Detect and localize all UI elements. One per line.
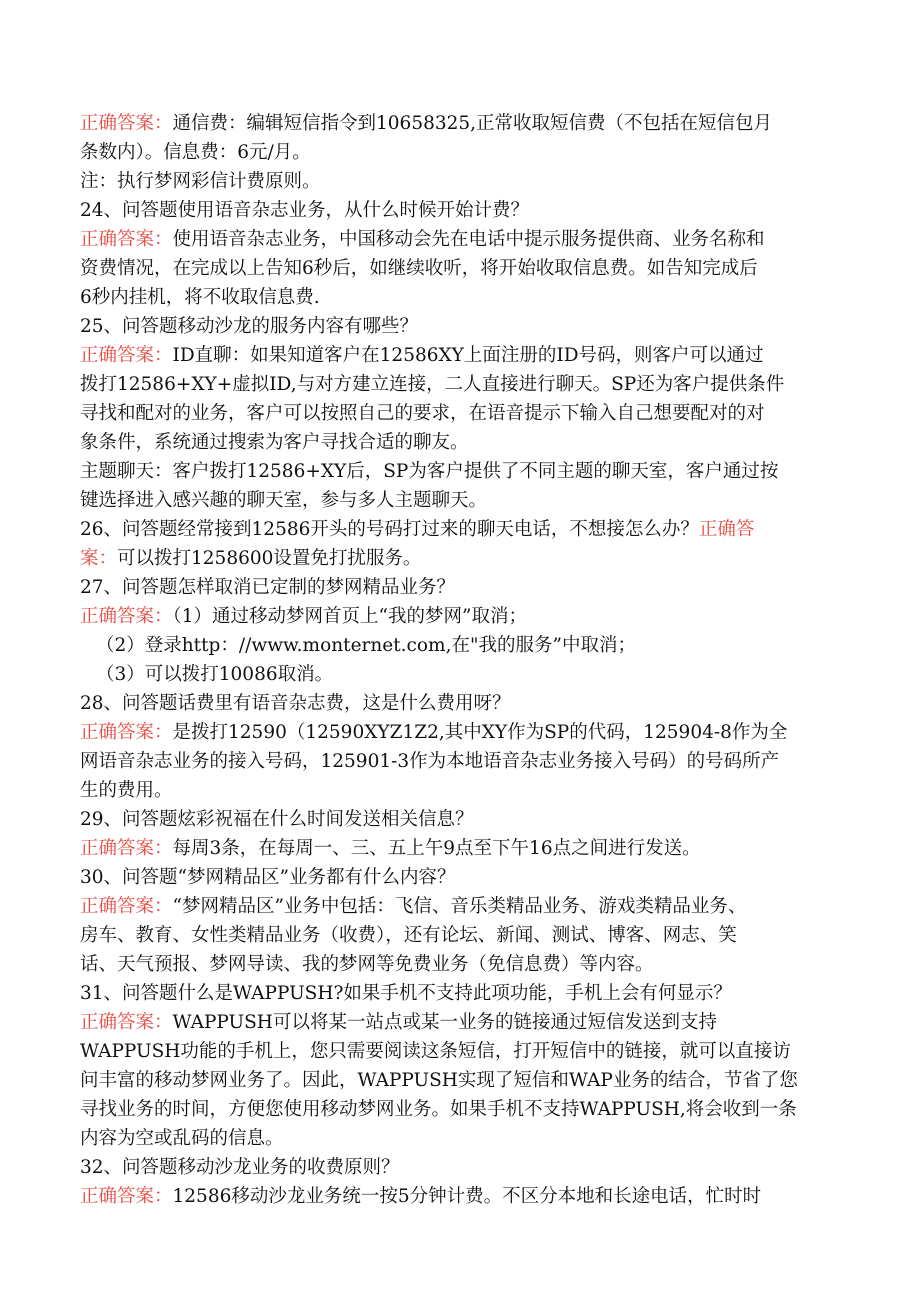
answer-text-line: 内容为空或乱码的信息。 <box>80 1128 284 1149</box>
answer-text: 使用语音杂志业务，中国移动会先在电话中提示服务提供商、业务名称和 <box>172 229 765 250</box>
answer-label: 正确答案： <box>80 838 173 859</box>
answer-line <box>80 892 848 921</box>
answer-label: 正确答案： <box>80 606 173 627</box>
answer-text-line: 象条件，系统通过搜索为客户寻找合适的聊友。 <box>80 432 469 453</box>
answer-text-line: 条数内）。信息费：6元/月。 <box>80 142 311 163</box>
answer-text-line: 生的费用。 <box>80 780 173 801</box>
answer-text-line: 问丰富的移动梦网业务了。因此，WAPPUSH实现了短信和WAP业务的结合，节省了您 <box>80 1070 798 1091</box>
answer-line <box>80 834 848 863</box>
answer-text: 通信费：编辑短信指令到10658325,正常收取短信费（不包括在短信包月 <box>172 113 773 134</box>
question-31: 31、问答题什么是WAPPUSH?如果手机不支持此项功能，手机上会有何显示？ <box>80 983 732 1004</box>
answer-label: 正确答案： <box>80 1186 173 1207</box>
answer-text-line: 拨打12586+XY+虚拟ID,与对方建立连接，二人直接进行聊天。SP还为客户提供条件 <box>80 374 785 395</box>
note-line: 注：执行梦网彩信计费原则。 <box>80 171 321 192</box>
answer-text-line: 寻找和配对的业务，客户可以按照自己的要求，在语音提示下输入自己想要配对的对 <box>80 403 765 424</box>
question-29: 29、问答题炫彩祝福在什么时间发送相关信息？ <box>80 809 474 830</box>
question-27: 27、问答题怎样取消已定制的梦网精品业务？ <box>80 577 456 598</box>
answer-text: 每周3条，在每周一、三、五上午9点至下午16点之间进行发送。 <box>172 838 701 859</box>
answer-text: 可以拨打1258600设置免打扰服务。 <box>117 548 422 569</box>
question-28: 28、问答题话费里有语音杂志费，这是什么费用呀？ <box>80 693 511 714</box>
answer-text: 12586移动沙龙业务统一按5分钟计费。不区分本地和长途电话，忙时时 <box>172 1186 762 1207</box>
answer-line <box>80 225 848 254</box>
answer-text-line: 6秒内挂机，将不收取信息费. <box>80 287 320 308</box>
answer-label-part: 正确答 <box>698 519 755 540</box>
answer-label: 正确答案： <box>80 1012 173 1033</box>
answer-text-line: （3）可以拨打10086取消。 <box>96 664 334 685</box>
question-32: 32、问答题移动沙龙业务的收费原则？ <box>80 1157 400 1178</box>
question-30: 30、问答题“梦网精品区”业务都有什么内容？ <box>80 867 456 888</box>
answer-text: WAPPUSH可以将某一站点或某一业务的链接通过短信发送到支持 <box>172 1012 717 1033</box>
question-text: 26、问答题经常接到12586开头的号码打过来的聊天电话，不想接怎么办？ <box>80 519 699 540</box>
answer-line <box>80 602 848 631</box>
answer-text-line: 主题聊天：客户拨打12586+XY后，SP为客户提供了不同主题的聊天室，客户通过按 <box>80 461 779 482</box>
document-body <box>80 109 848 1211</box>
answer-text-line: WAPPUSH功能的手机上，您只需要阅读这条短信，打开短信中的链接，就可以直接访 <box>80 1041 791 1062</box>
answer-text-line: 话、天气预报、梦网导读、我的梦网等免费业务（免信息费）等内容。 <box>80 954 654 975</box>
answer-text-line: 寻找业务的时间，方便您使用移动梦网业务。如果手机不支持WAPPUSH,将会收到一条 <box>80 1099 797 1120</box>
answer-text-line: 键选择进入感兴趣的聊天室，参与多人主题聊天。 <box>80 490 488 511</box>
answer-text-line: 网语音杂志业务的接入号码，125901-3作为本地语音杂志业务接入号码）的号码所产 <box>80 751 780 772</box>
answer-label: 正确答案： <box>80 896 173 917</box>
answer-text-line: （2）登录http：//www.monternet.com,在"我的服务”中取消； <box>96 635 636 656</box>
answer-label-part: 案： <box>80 548 118 569</box>
answer-text-line: 房车、教育、女性类精品业务（收费），还有论坛、新闻、测试、博客、网志、笑 <box>80 925 737 946</box>
answer-line <box>80 109 848 138</box>
answer-text: 是拨打12590（12590XYZ1Z2,其中XY作为SP的代码，125904-8作为全 <box>172 722 788 743</box>
answer-line <box>80 341 848 370</box>
answer-line <box>80 718 848 747</box>
answer-label: 正确答案： <box>80 345 173 366</box>
answer-text: “梦网精品区”业务中包括：飞信、音乐类精品业务、游戏类精品业务、 <box>172 896 747 917</box>
question-24: 24、问答题使用语音杂志业务，从什么时候开始计费？ <box>80 200 530 221</box>
answer-text-line: 资费情况，在完成以上告知6秒后，如继续收听，将开始收取信息费。如告知完成后 <box>80 258 758 279</box>
answer-line <box>80 1008 848 1037</box>
answer-line <box>80 1182 848 1211</box>
answer-text: （1）通过移动梦网首页上“我的梦网”取消； <box>172 606 527 627</box>
answer-label: 正确答案： <box>80 722 173 743</box>
answer-label: 正确答案： <box>80 113 173 134</box>
question-26 <box>80 515 848 544</box>
question-25: 25、问答题移动沙龙的服务内容有哪些？ <box>80 316 419 337</box>
answer-text: ID直聊：如果知道客户在12586XY上面注册的ID号码，则客户可以通过 <box>172 345 764 366</box>
answer-label: 正确答案： <box>80 229 173 250</box>
answer-line <box>80 544 848 573</box>
